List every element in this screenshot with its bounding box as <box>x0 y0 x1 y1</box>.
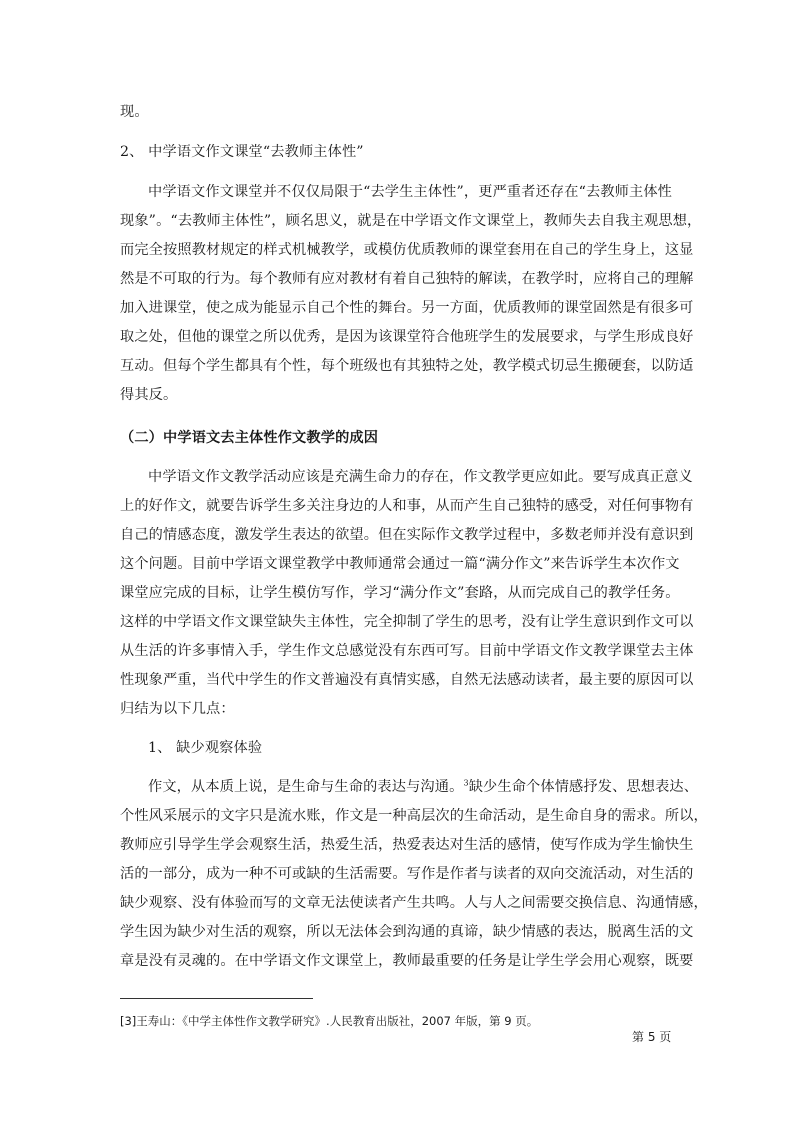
paragraph-line: 归结为以下几点： <box>120 701 235 717</box>
paragraph-line: 上的好作文，就要告诉学生多关注身边的人和事，从而产生自己独特的感受，对任何事物有 <box>120 498 694 514</box>
footnote-divider <box>120 998 313 999</box>
paragraph-line: 自己的情感态度，激发学生表达的欲望。但在实际作文教学过程中，多数老师并没有意识到 <box>120 527 694 543</box>
page-number: 第 5 页 <box>632 1030 672 1044</box>
paragraph-line: 章是没有灵魂的。在中学语文作文课堂上，教师最重要的任务是让学生学会用心观察，既要 <box>120 953 694 969</box>
paragraph-line <box>148 777 698 797</box>
paragraph-line: 现象”。“去教师主体性”，顾名思义，就是在中学语文作文课堂上，教师失去自我主观思想， <box>120 213 702 229</box>
paragraph-line: 加入进课堂，使之成为能显示自己个性的舞台。另一方面，优质教师的课堂固然是有很多可 <box>120 300 694 316</box>
paragraph-line: 这个问题。目前中学语文课堂教学中教师通常会通过一篇“满分作文”来告诉学生本次作文 <box>120 556 680 572</box>
paragraph-line: 性现象严重，当代中学生的作文普遍没有真情实感，自然无法感动读者，最主要的原因可以 <box>120 672 694 688</box>
paragraph-line: 然是不可取的行为。每个教师有应对教材有着自己独特的解读，在教学时，应将自己的理解 <box>120 271 694 287</box>
subsection-heading: 1、 缺少观察体验 <box>148 740 263 756</box>
paragraph-line: 互动。但每个学生都具有个性，每个班级也有其独特之处，教学模式切忌生搬硬套，以防适 <box>120 358 694 374</box>
paragraph-line: 活的一部分，成为一种不可或缺的生活需要。写作是作者与读者的双向交流活动，对生活的 <box>120 866 694 882</box>
paragraph-line: 得其反。 <box>120 387 178 403</box>
paragraph-line: 个性风采展示的文字只是流水账，作文是一种高层次的生命活动，是生命自身的需求。所以， <box>120 808 708 824</box>
paragraph-line: 课堂应完成的目标，让学生模仿写作，学习“满分作文”套路，从而完成自己的教学任务。 <box>120 585 680 601</box>
paragraph-line: 现。 <box>120 104 149 120</box>
paragraph-line: 取之处，但他的课堂之所以优秀，是因为该课堂符合他班学生的发展要求，与学生形成良好 <box>120 329 694 345</box>
section-heading: 2、 中学语文作文课堂“去教师主体性” <box>120 144 364 160</box>
line-text: 作文，从本质上说，是生命与生命的表达与沟通。 <box>148 779 464 795</box>
paragraph-line: 中学语文作文教学活动应该是充满生命力的存在，作文教学更应如此。要写成真正意义 <box>148 469 693 485</box>
paragraph-line: 而完全按照教材规定的样式机械教学，或模仿优质教师的课堂套用在自己的学生身上，这显 <box>120 242 694 258</box>
paragraph-line: 从生活的许多事情入手，学生作文总感觉没有东西可写。目前中学语文作文教学课堂去主体 <box>120 643 694 659</box>
footnote: [3]王寿山：《中学主体性作文教学研究》.人民教育出版社，2007 年版，第 9 页。 <box>120 1014 539 1028</box>
footnote-marker: 3 <box>463 778 469 788</box>
line-text: 缺少生命个体情感抒发、思想表达、 <box>468 779 699 795</box>
chapter-heading: （二）中学语文去主体性作文教学的成因 <box>120 430 379 446</box>
paragraph-line: 这样的中学语文作文课堂缺失主体性，完全抑制了学生的思考，没有让学生意识到作文可以 <box>120 614 694 630</box>
paragraph-line: 学生因为缺少对生活的观察，所以无法体会到沟通的真谛，缺少情感的表达，脱离生活的文 <box>120 924 694 940</box>
paragraph-line: 教师应引导学生学会观察生活，热爱生活，热爱表达对生活的感情，使写作成为学生愉快生 <box>120 837 694 853</box>
paragraph-line: 缺少观察、没有体验而写的文章无法使读者产生共鸣。人与人之间需要交换信息、沟通情感， <box>120 895 708 911</box>
paragraph-line: 中学语文作文课堂并不仅仅局限于“去学生主体性”，更严重者还存在“去教师主体性 <box>148 184 673 200</box>
